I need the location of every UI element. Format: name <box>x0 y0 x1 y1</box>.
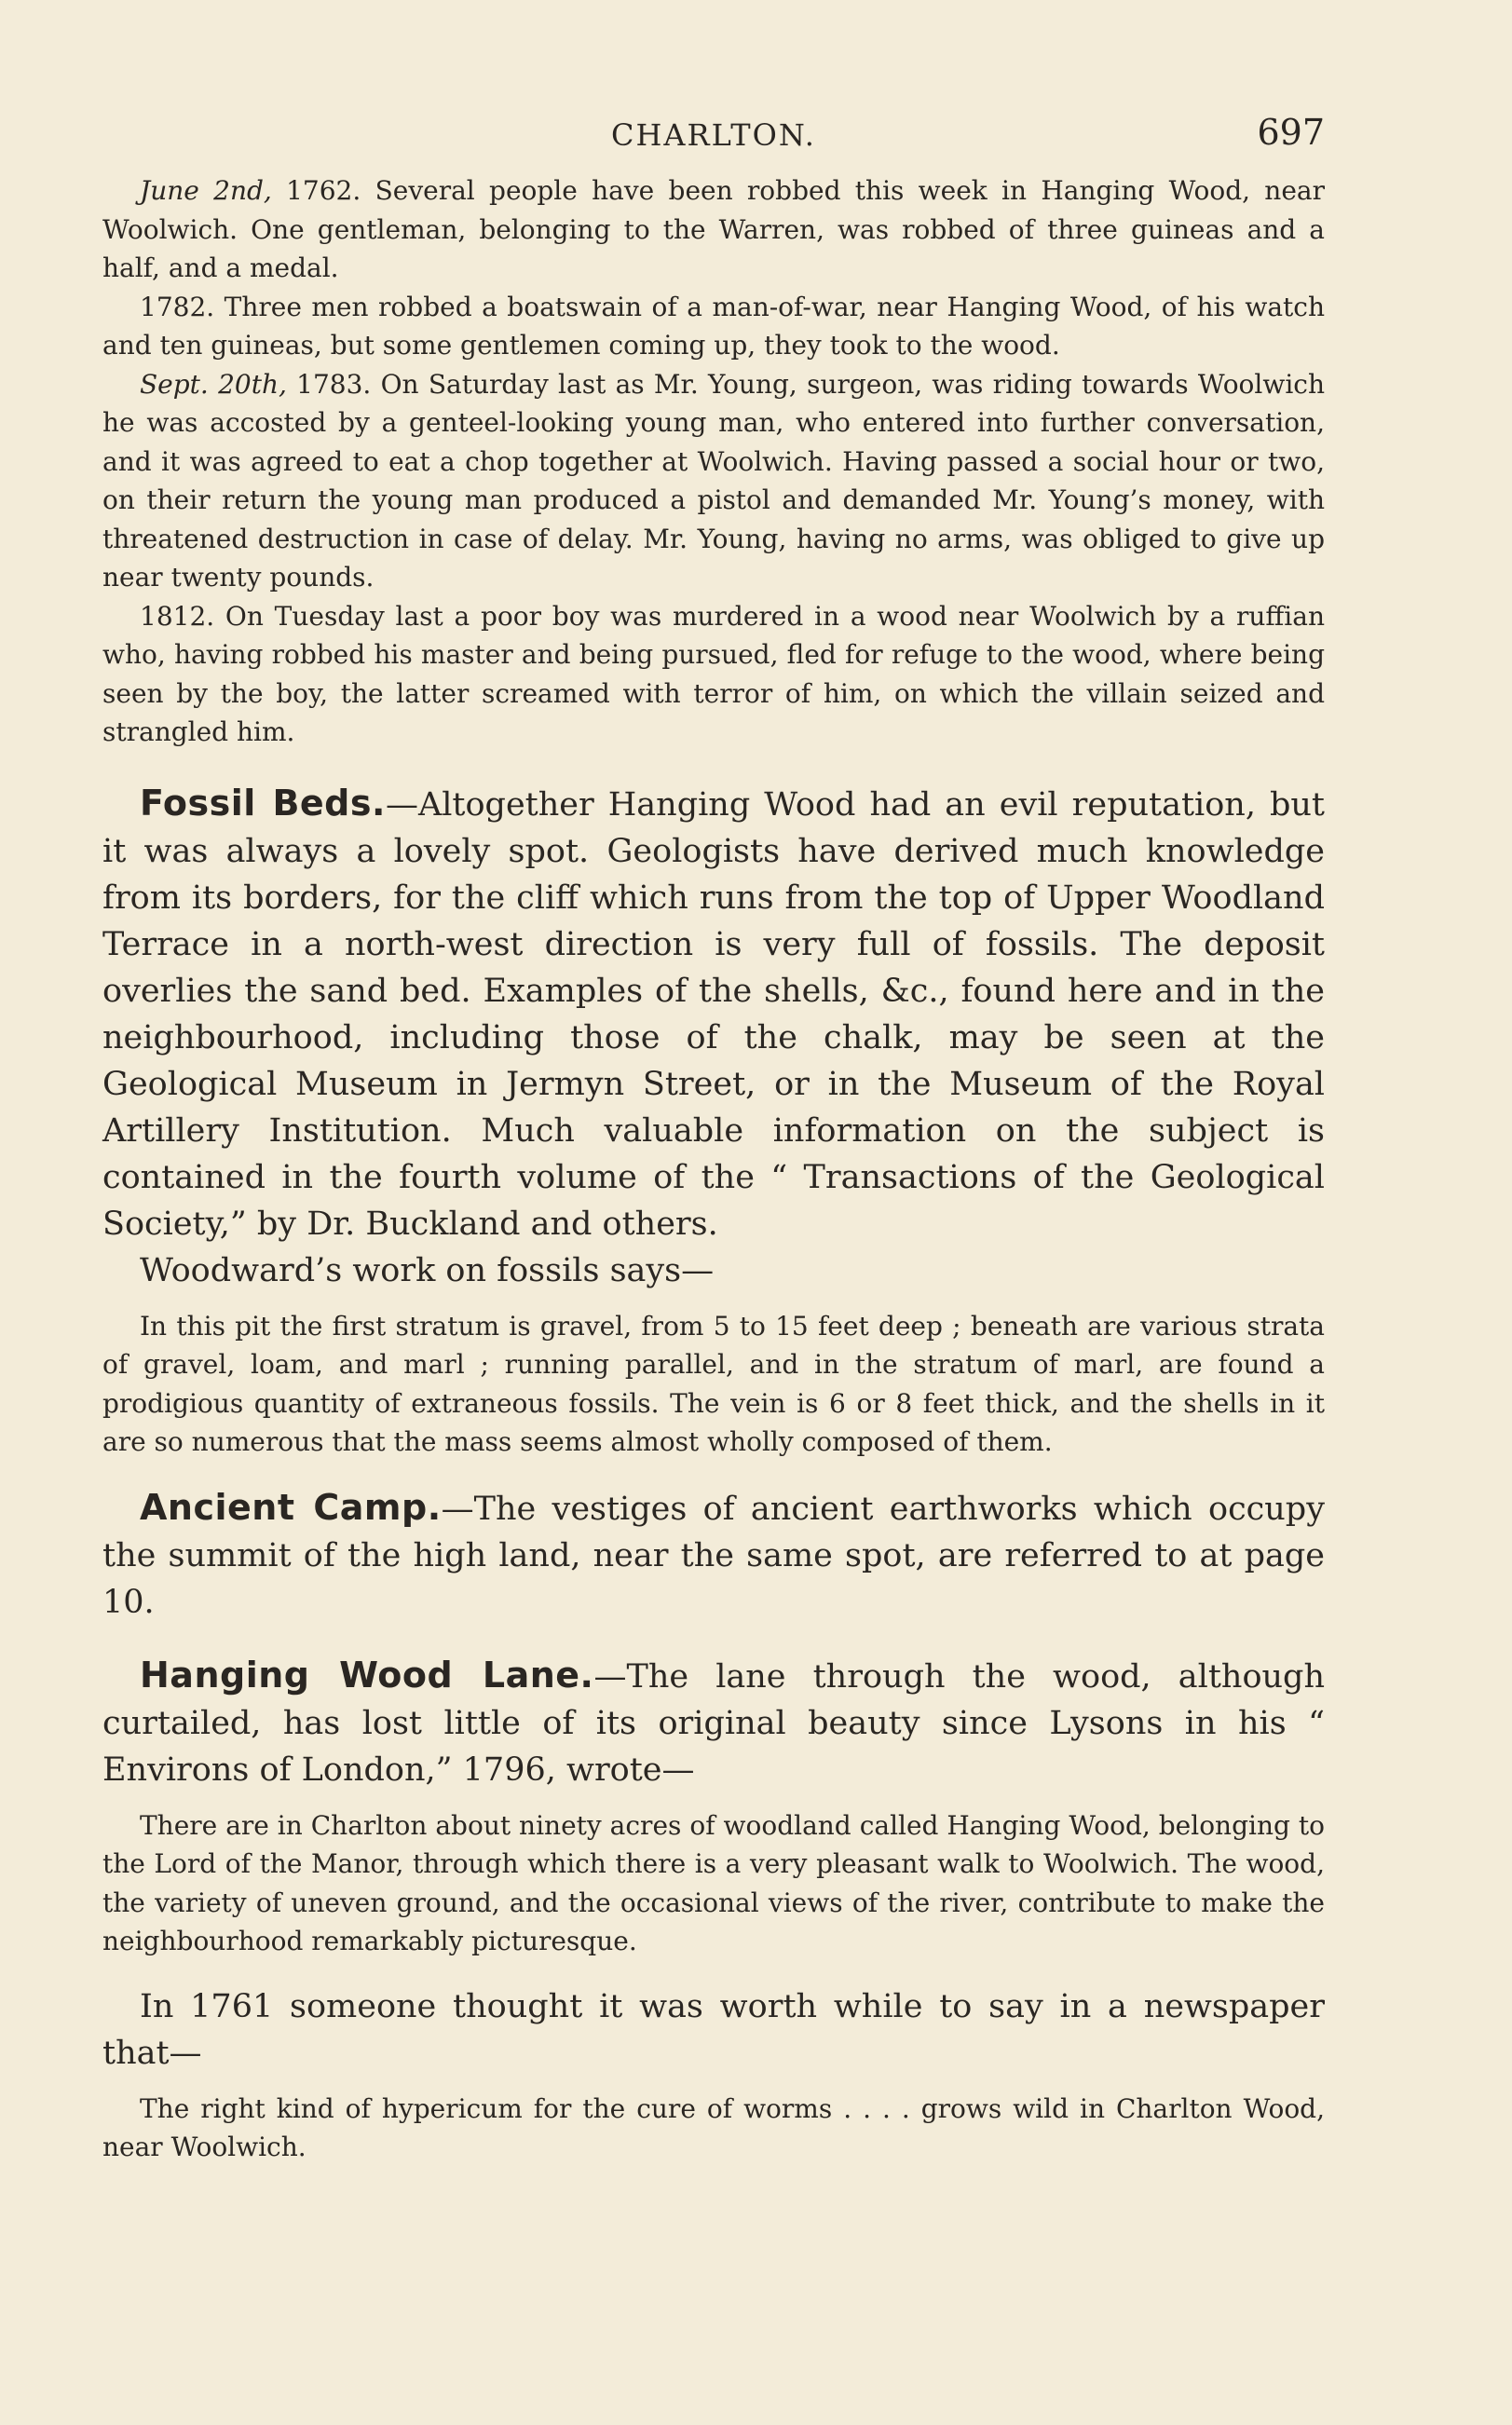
entry-1762 <box>102 171 1325 288</box>
entry-text: 1812. On Tuesday last a poor boy was murdered in a wood near Woolwich by a ruffian who, having robbed his master and being pursued, fled for refuge to the wood, where being seen by the boy, the latter screamed with terror of him, on which the villain seized and strangled him. <box>102 600 1325 747</box>
entry-1783 <box>102 365 1325 597</box>
running-head: CHARLTON. <box>611 117 816 153</box>
ancient-camp-paragraph <box>102 1484 1325 1626</box>
entry-date: Sept. 20th, <box>140 368 287 400</box>
section-heading: Fossil Beds. <box>140 782 386 824</box>
section-heading: Hanging Wood Lane. <box>140 1654 594 1696</box>
section-heading: Ancient Camp. <box>140 1486 442 1528</box>
entry-text: 1782. Three men robbed a boatswain of a man-of-war, near Hanging Wood, of his watch and ten guineas, but some gentlemen coming up, they took to the wood. <box>102 291 1325 361</box>
entry-text: 1762. Several people have been robbed this week in Hanging Wood, near Woolwich. One gentleman, belonging to the Warren, was robbed of three guineas and a half, and a medal. <box>102 175 1325 283</box>
entry-1812 <box>102 597 1325 752</box>
closing-paragraph: In 1761 someone thought it was worth while to say in a newspaper that— <box>102 1987 1325 2072</box>
section-text: —The vestiges of ancient earthworks which occupy the summit of the high land, near the same spot, are referred to at page 10. <box>102 1490 1325 1621</box>
lysons-quote: There are in Charlton about ninety acres of woodland called Hanging Wood, belonging to the Lord of the Manor, through which there is a very pleasant walk to Woolwich. The wood, the variety of uneven ground, and the occasional views of the river, contribute to make the neighbourhood remarkably picturesque. <box>102 1809 1325 1956</box>
woodward-quote: In this pit the first stratum is gravel, from 5 to 15 feet deep ; beneath are various strata of gravel, loam, and marl ; running parallel, and in the stratum of marl, are found a prodigious quantity of extraneous fossils. The vein is 6 or 8 feet thick, and the shells in it are so numerous that the mass seems almost wholly composed of them. <box>102 1310 1325 1457</box>
page-number: 697 <box>1257 112 1325 153</box>
hypericum-quote: The right kind of hypericum for the cure of worms . . . . grows wild in Charlton Wood, near Woolwich. <box>102 2092 1325 2162</box>
page-header <box>102 112 1325 164</box>
woodward-intro: Woodward’s work on fossils says— <box>140 1251 715 1289</box>
page <box>102 112 1325 2189</box>
newspaper-entries <box>102 171 1325 752</box>
hanging-wood-lane-paragraph <box>102 1652 1325 1793</box>
entry-date: June 2nd, <box>140 175 272 206</box>
section-text: —Altogether Hanging Wood had an evil reputation, but it was always a lovely spot. Geologists have derived much knowledge from its borders, for the cliff which runs from the top of Upper Woodland Terrace in a north-west direction is very full of fossils. The deposit overlies the sand bed. Examples of the shells, &c., found here and in the neighbourhood, including those of the chalk, may be seen at the Geological Museum in Jermyn Street, or in the Museum of the Royal Artillery Institution. Much valuable information on the subject is contained in the fourth volume of the “ Transactions of the Geological Society,” by Dr. Buckland and others. <box>102 785 1325 1243</box>
section-text: —The lane through the wood, although curtailed, has lost little of its original beauty since Lysons in his “ Environs of London,” 1796, wrote— <box>102 1657 1326 1789</box>
fossil-beds-paragraph <box>102 780 1325 1247</box>
entry-1782 <box>102 288 1325 365</box>
entry-text: 1783. On Saturday last as Mr. Young, surgeon, was riding towards Woolwich he was accosted by a genteel-looking young man, who entered into further conversation, and it was agreed to eat a chop together at Woolwich. Having passed a social hour or two, on their return the young man produced a pistol and demanded Mr. Young’s money, with threatened destruction in case of delay. Mr. Young, having no arms, was obliged to give up near twenty pounds. <box>102 368 1325 593</box>
